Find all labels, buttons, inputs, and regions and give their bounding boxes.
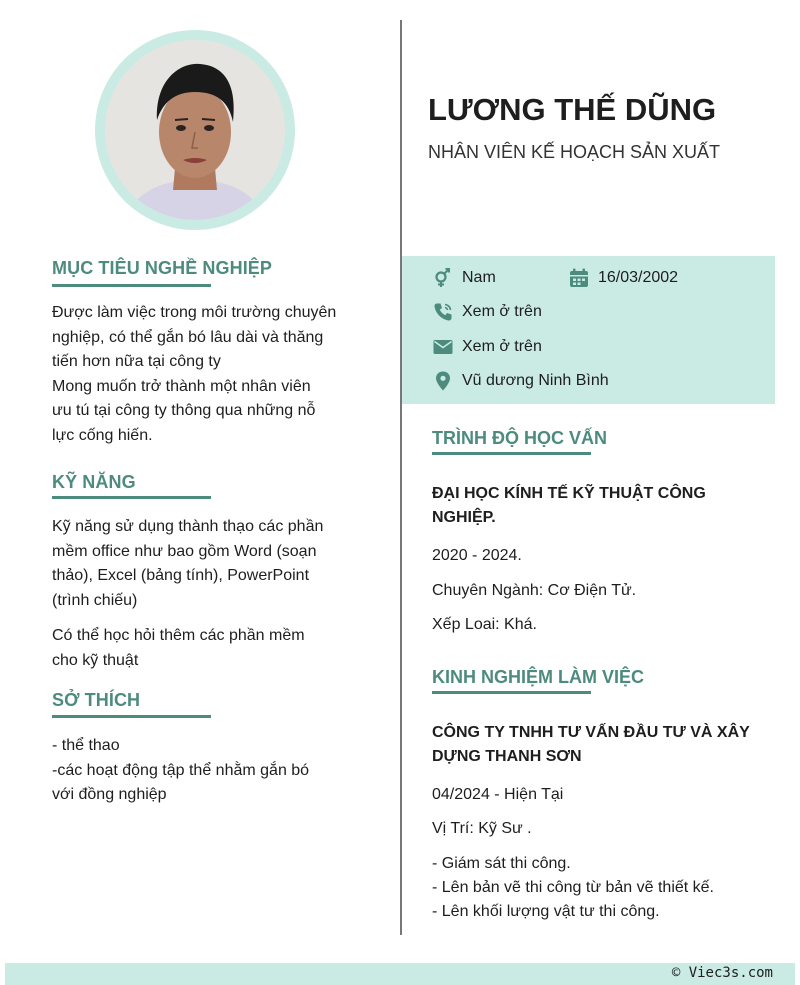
experience-duty: - Lên khối lượng vật tư thi công. <box>432 903 660 920</box>
experience-duties <box>432 852 752 924</box>
skills-line: cho kỹ thuật <box>52 651 139 669</box>
skills-text-1 <box>52 515 352 613</box>
location-icon <box>432 370 454 392</box>
career-objective-heading: MỤC TIÊU NGHỀ NGHIỆP <box>52 258 273 278</box>
calendar-icon <box>568 267 590 289</box>
experience-period: 04/2024 - Hiện Tại <box>432 786 564 803</box>
footer-bar <box>5 963 795 985</box>
contact-gender <box>432 267 496 289</box>
education-school-line: ĐẠI HỌC KÍNH TẾ KỸ THUẬT CÔNG <box>432 485 706 502</box>
contact-phone <box>432 301 542 323</box>
skills-text-2 <box>52 624 352 673</box>
skills-line: mềm office như bao gồm Word (soạn <box>52 542 317 560</box>
experience-duty: - Lên bản vẽ thi công từ bản vẽ thiết kế. <box>432 879 714 896</box>
email-icon <box>432 336 454 358</box>
column-divider <box>400 20 402 935</box>
education-heading: TRÌNH ĐỘ HỌC VẤN <box>432 428 607 448</box>
gender-icon <box>432 267 454 289</box>
career-objective-line: nghiệp, có thể gắn bó lâu dài và thăng <box>52 328 324 346</box>
experience-rule <box>432 691 591 694</box>
skills-heading: KỸ NĂNG <box>52 472 136 492</box>
candidate-name: LƯƠNG THẾ DŨNG <box>428 92 717 127</box>
profile-photo <box>105 40 285 220</box>
hobbies-line: - thể thao <box>52 737 120 754</box>
skills-rule <box>52 496 211 499</box>
contact-panel <box>402 256 775 404</box>
address-value: Vũ dương Ninh Bình <box>462 372 609 389</box>
experience-company <box>432 721 752 769</box>
experience-position: Vị Trí: Kỹ Sư . <box>432 820 532 837</box>
education-major: Chuyên Ngành: Cơ Điện Tử. <box>432 582 637 599</box>
skills-line: (trình chiếu) <box>52 591 138 609</box>
career-objective-line: Được làm việc trong môi trường chuyên <box>52 304 337 321</box>
career-objective-rule <box>52 284 211 287</box>
experience-duty: - Giám sát thi công. <box>432 855 571 872</box>
skills-line: thảo), Excel (bảng tính), PowerPoint <box>52 567 310 584</box>
job-title: NHÂN VIÊN KẾ HOẠCH SẢN XUẤT <box>428 142 721 162</box>
hobbies-line: với đồng nghiệp <box>52 786 167 803</box>
hobbies-line: -các hoạt động tập thể nhằm gắn bó <box>52 761 310 779</box>
footer-credit: © Viec3s.com <box>671 965 773 981</box>
contact-address <box>432 370 609 392</box>
contact-email <box>432 336 542 358</box>
career-objective-text <box>52 301 352 448</box>
experience-heading: KINH NGHIỆM LÀM VIỆC <box>432 667 645 687</box>
profile-photo-frame <box>95 30 295 230</box>
contact-birthdate <box>568 267 678 289</box>
experience-company-line: CÔNG TY TNHH TƯ VẤN ĐẦU TƯ VÀ XÂY <box>432 724 750 741</box>
hobbies-heading: SỞ THÍCH <box>52 690 141 710</box>
education-period: 2020 - 2024. <box>432 547 522 564</box>
career-objective-line: ưu tú tại công ty thông qua những nỗ <box>52 402 316 419</box>
phone-icon <box>432 301 454 323</box>
birthdate-value: 16/03/2002 <box>598 269 679 286</box>
skills-line: Có thể học hỏi thêm các phần mềm <box>52 627 305 644</box>
career-objective-line: tiến hơn nữa tại công ty <box>52 353 221 370</box>
career-objective-line: Mong muốn trở thành một nhân viên <box>52 377 311 395</box>
phone-value: Xem ở trên <box>462 303 542 320</box>
education-grade: Xếp Loai: Khá. <box>432 616 537 633</box>
education-school-line: NGHIỆP. <box>432 509 496 526</box>
hobbies-text <box>52 734 352 808</box>
experience-company-line: DỰNG THANH SƠN <box>432 748 582 765</box>
gender-value: Nam <box>462 269 496 286</box>
career-objective-line: lực cống hiến. <box>52 426 153 444</box>
hobbies-rule <box>52 715 211 718</box>
email-value: Xem ở trên <box>462 338 542 355</box>
education-school <box>432 482 752 530</box>
education-rule <box>432 452 591 455</box>
skills-line: Kỹ năng sử dụng thành thạo các phần <box>52 518 324 535</box>
